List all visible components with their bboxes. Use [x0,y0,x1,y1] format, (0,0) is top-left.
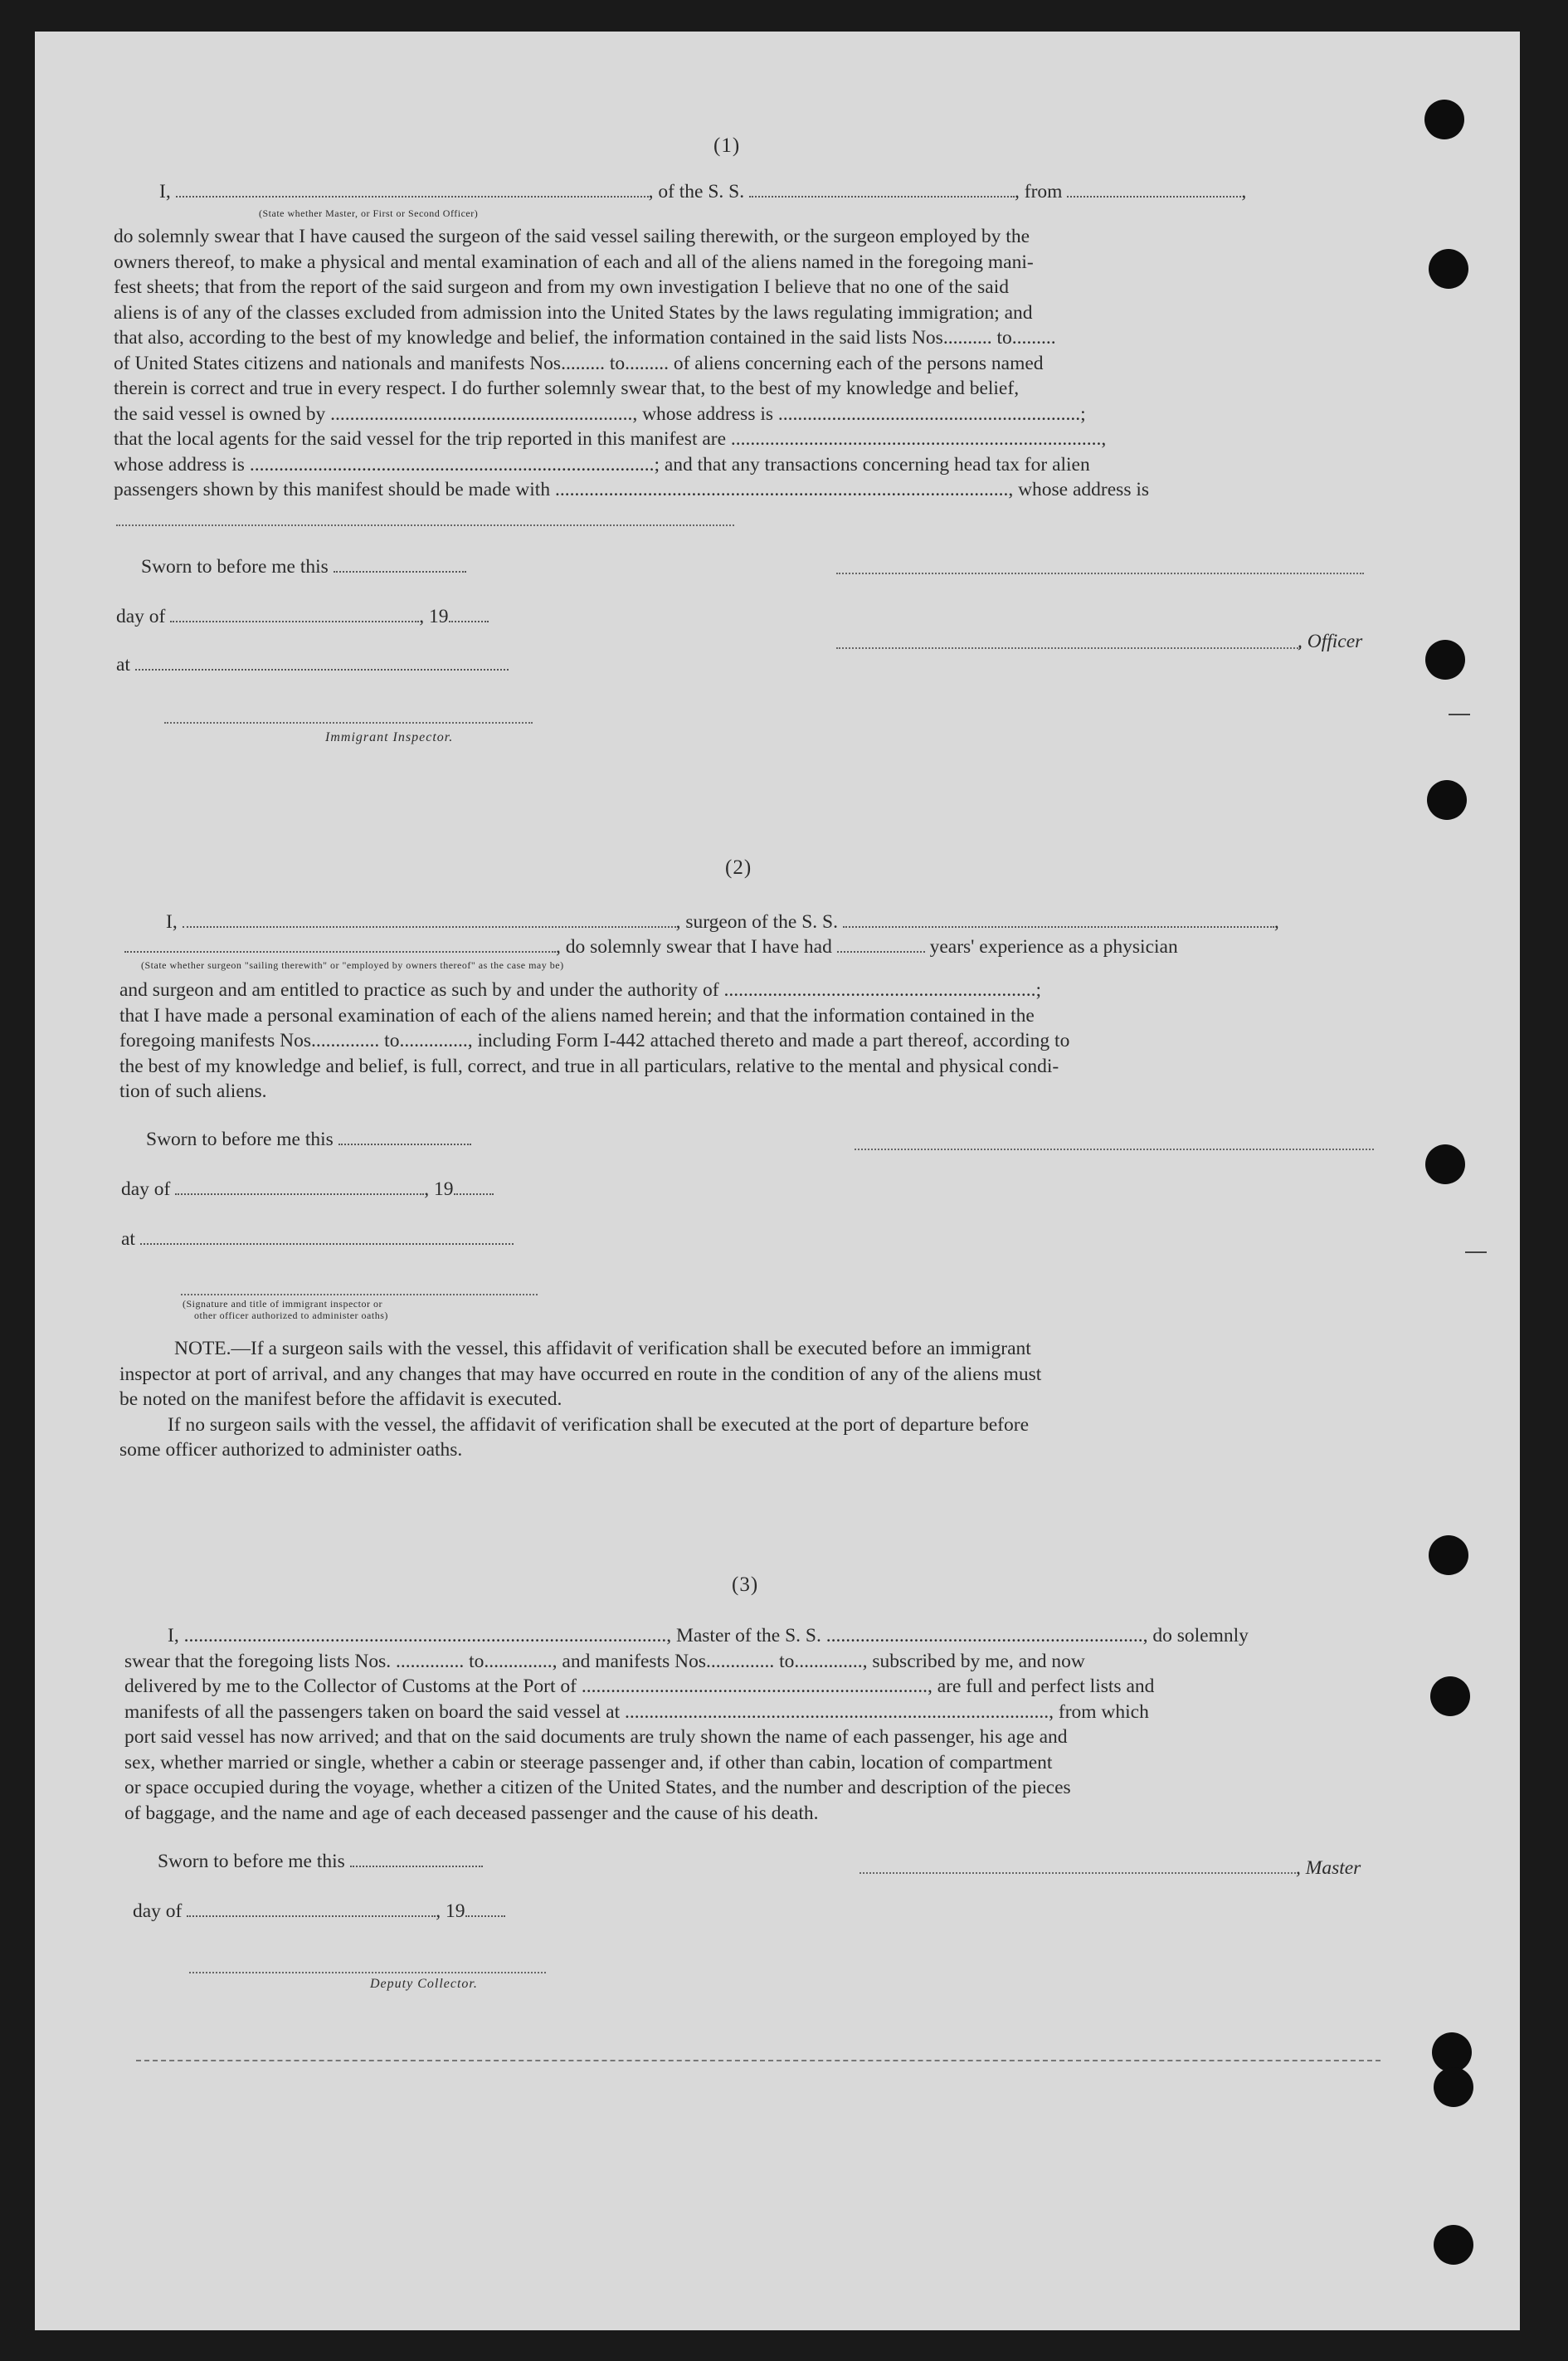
blank-field[interactable] [116,524,734,526]
section-1-body [114,224,1400,503]
section-2-sworn [146,1127,471,1152]
punch-hole [1424,100,1464,139]
section-1-at [116,652,509,677]
blank-field[interactable] [350,1851,483,1867]
body-line: and surgeon and am entitled to practice as such by and under the authority of ................................................................; [119,979,1042,1001]
line-text: Sworn to before me this [141,556,329,578]
section-3-day [133,1899,505,1924]
body-line: owners thereof, to make a physical and mental examination of each and all of the aliens named in the foregoing mani- [114,251,1034,273]
line-text: Sworn to before me this [158,1851,345,1872]
blank-field[interactable] [135,654,509,671]
inspector-signature-line[interactable] [164,722,533,724]
punch-hole [1434,2067,1473,2107]
blank-field[interactable] [334,556,466,573]
body-line: that I have made a personal examination of each of the aliens named herein; and that the information contained in the [119,1004,1035,1027]
section-2-number: (2) [725,856,752,879]
manifest-page [35,32,1520,2330]
line-text: , [1273,911,1279,933]
section-1-number: (1) [713,134,741,157]
officer-name-line[interactable] [836,647,1301,649]
line-text: , from [1015,181,1063,202]
line-text: , 19 [419,606,449,627]
line-text: day of [133,1900,183,1922]
body-line: that the local agents for the said vessel for the trip reported in this manifest are ............................................................................, [114,428,1107,450]
blank-field[interactable] [170,606,419,622]
blank-field[interactable] [454,1178,494,1195]
line-text: , of the S. S. [648,181,745,202]
body-line: I, ..................................................................................................., Master of the S. S. ................................................................., do solemnly [168,1625,1249,1646]
blank-field[interactable] [465,1900,505,1917]
collector-signature-line[interactable] [189,1972,546,1973]
line-text: , do solemnly swear that I have had [556,936,832,958]
section-3-sworn [158,1849,483,1874]
body-line: the said vessel is owned by .............................................................., whose address is ..............................................................; [114,402,1086,425]
body-line: sex, whether married or single, whether a cabin or steerage passenger and, if other than cabin, location of compartment [124,1751,1053,1773]
section-3-body [124,1623,1419,1826]
section-3-number: (3) [732,1573,759,1596]
line-text: I, [166,911,178,933]
immigrant-inspector-label: Immigrant Inspector. [325,730,454,744]
master-signature-line[interactable] [859,1872,1299,1874]
section-2-body [119,978,1414,1105]
section-2-line-2 [124,934,1178,959]
line-text: , 19 [424,1178,454,1200]
note-line: inspector at port of arrival, and any changes that may have occurred en route in the condition of any of the aliens must [119,1363,1042,1385]
note-line: If no surgeon sails with the vessel, the affidavit of verification shall be executed at the port of departure before [168,1413,1029,1436]
body-line: therein is correct and true in every respect. I do further solemnly swear that, to the best of my knowledge and belief, [114,378,1020,399]
body-line: aliens is of any of the classes excluded from admission into the United States by the laws regulating immigration; and [114,301,1033,324]
note-line: some officer authorized to administer oaths. [119,1439,463,1461]
section-2-at [121,1227,514,1251]
blank-field[interactable] [175,1178,424,1195]
body-line: or space occupied during the voyage, whether a citizen of the United States, and the number and description of the pieces [124,1777,1071,1798]
body-line: tion of such aliens. [119,1080,267,1102]
punch-hole [1432,2032,1472,2072]
blank-field[interactable] [843,911,1274,928]
margin-mark [1465,1251,1487,1253]
signature-note-1: (Signature and title of immigrant inspector or [183,1298,382,1310]
body-line: manifests of all the passengers taken on board the said vessel at ......................................................................................., from which [124,1700,1149,1723]
margin-mark [1449,714,1470,715]
blank-field[interactable] [837,936,925,953]
note-line: NOTE.—If a surgeon sails with the vessel, this affidavit of verification shall be executed before an immigrant [174,1338,1031,1359]
body-line: swear that the foregoing lists Nos. .............. to.............., and manifests Nos.............. to.............., subscribed by me, and now [124,1650,1085,1672]
section-2-day [121,1177,494,1202]
punch-hole [1430,1676,1470,1716]
officer-label: , Officer [1298,631,1363,652]
blank-field[interactable] [140,1228,514,1245]
body-line: that also, according to the best of my knowledge and belief, the information contained in the said lists Nos.......... to......... [114,327,1056,349]
line-text: , 19 [436,1900,465,1922]
line-text: Sworn to before me this [146,1129,334,1150]
signature-note-2: other officer authorized to administer oaths) [194,1310,388,1321]
line-text: day of [116,606,166,627]
blank-field[interactable] [176,181,649,198]
body-line: of United States citizens and nationals and manifests Nos......... to......... of aliens concerning each of the persons named [114,352,1044,374]
line-text: day of [121,1178,171,1200]
body-line: whose address is ...................................................................................; and that any transactions concerning head tax for alien [114,453,1090,476]
blank-field[interactable] [187,1900,436,1917]
section-1-officer-note: (State whether Master, or First or Second Officer) [259,207,479,219]
master-label: , Master [1296,1857,1361,1879]
section-1-day [116,604,489,629]
blank-field[interactable] [449,606,489,622]
line-text: , surgeon of the S. S. [675,911,838,933]
blank-field[interactable] [749,181,1015,198]
line-text: I, [159,181,171,202]
section-2-note [119,1336,1422,1463]
section-1-line-1 [159,179,1246,204]
line-text: years' experience as a physician [929,936,1178,958]
officer-signature-line[interactable] [181,1294,538,1295]
body-line: foregoing manifests Nos.............. to.............., including Form I-442 attached thereto and made a part thereof, according to [119,1030,1070,1051]
punch-hole [1429,1535,1468,1575]
line-text: at [116,654,130,676]
body-line: fest sheets; that from the report of the said surgeon and from my own investigation I believe that no one of the said [114,276,1009,298]
punch-hole [1427,780,1467,820]
blank-field[interactable] [183,911,676,928]
line-text: , [1241,181,1247,202]
officer-signature-line[interactable] [836,573,1364,574]
section-1-sworn [141,554,466,579]
surgeon-signature-line[interactable] [855,1149,1374,1150]
punch-hole [1429,249,1468,289]
bottom-divider [136,2060,1381,2061]
body-line: passengers shown by this manifest should be made with ............................................................................................., whose address is [114,479,1150,500]
punch-hole [1425,640,1465,680]
body-line: do solemnly swear that I have caused the surgeon of the said vessel sailing therewith, or the surgeon employed by the [114,226,1030,247]
blank-field[interactable] [1067,181,1241,198]
body-line: the best of my knowledge and belief, is full, correct, and true in all particulars, relative to the mental and physical condi- [119,1055,1059,1077]
punch-hole [1425,1144,1465,1184]
blank-field[interactable] [124,936,556,953]
blank-field[interactable] [338,1129,471,1145]
deputy-collector-label: Deputy Collector. [370,1977,478,1991]
note-line: be noted on the manifest before the affidavit is executed. [119,1388,562,1410]
section-2-line-1 [166,910,1279,934]
line-text: at [121,1228,135,1250]
punch-hole [1434,2225,1473,2265]
section-2-surgeon-note: (State whether surgeon "sailing therewith" or "employed by owners thereof" as the case may be) [141,959,564,971]
body-line: delivered by me to the Collector of Customs at the Port of ......................................................................., are full and perfect lists and [124,1676,1155,1697]
body-line: port said vessel has now arrived; and that on the said documents are truly shown the name of each passenger, his age and [124,1726,1068,1748]
body-line: of baggage, and the name and age of each deceased passenger and the cause of his death. [124,1802,819,1824]
